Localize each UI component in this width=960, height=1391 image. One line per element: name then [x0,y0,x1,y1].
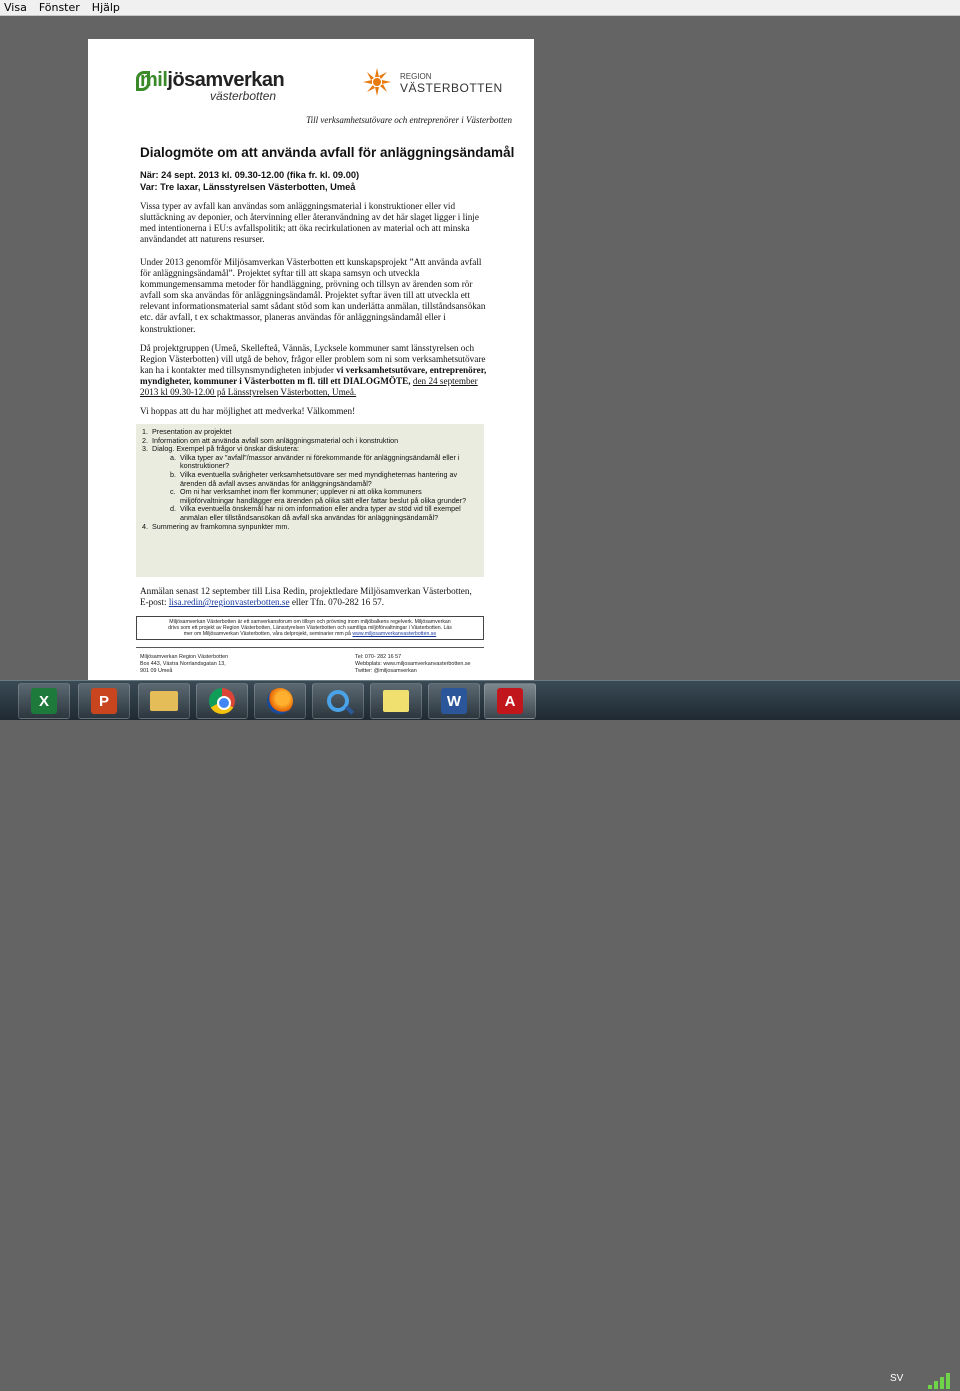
document-page: miljösamverkan västerbotten REGION VÄSTERBOTTEN Till verksamhetsutövare och entreprenörer i Västerbotten Dialogmöte om att använda avfall för anläggningsändamål När: 24 sept. 2013 kl. 09.30-12.00 (fika fr. kl. 09.00) Var: Tre laxar, Länsstyrelsen Västerbotten, Umeå Vissa typer av avfall kan användas som anläggningsmaterial i konstruktioner eller vid sluttäckning av deponier, och återvinning eller återanvändning av det här slaget ligger i linje med intentionerna i EU:s avfallspolitik; att öka recirkulationen av material och att minska användandet att naturens resurser. Under 2013 genomför Miljösamverkan Västerbotten ett kunskapsprojekt ”Att använda avfall för anläggningsändamål”. Projektet syftar till att skapa samsyn och utveckla kommungemensamma metoder för handläggning, prövning och tillsyn av ärenden som rör avfall som ska användas för anläggningsändamål. Projektet syftar även till att utveckla ett relevant informationsmaterial samt sådant stöd som kan underlätta anmälan, tillståndsansökan etc. där avfall, t ex schaktmassor, planeras användas för anläggningsändamål eller i konstruktioner. Då projektgruppen (Umeå, Skellefteå, Vännäs, Lycksele kommuner samt länsstyrelsen och Region Västerbotten) vill utgå de behov, frågor eller problem som ni som verksamhetsutövare kan ha i kontakter med tillsynsmyndigheten inbjuder vi verksamhetsutövare, entreprenörer, myndigheter, kommuner i Västerbotten m fl. till ett DIALOGMÖTE, den 24 september 2013 kl 09.30-12.00 på Länsstyrelsen Västerbotten, Umeå. Vi hoppas att du har möjlighet att medverka! Välkommen! 1. Presentation av projektet 2. Information om att använda avfall som anläggningsmaterial och i konstruktion 3. Dialog. Exempel på frågor vi önskar diskutera: a. Vilka typer av ”avfall”/massor använder ni förekommande för anläggningsändamål eller i konstruktioner? b. Vilka eventuella svårigheter verksamhetsutövare ser med myndigheternas hantering av ärenden då avfall avses användas för anläggningsändamål? c. Om ni har verksamhet inom fler kommuner; upplever ni att olika kommuners miljöförvaltningar handlägger era ärenden på olika sätt eller fattar beslut på olika grunder? d. Vilka eventuella önskemål har ni om information eller andra typer av stöd vid till exempel anmälan eller tillståndsansökan då avfall ska användas för anläggningsändamål? 4. Summering av framkomna synpunkter mm. Anmälan senast 12 september till Lisa Redin, projektledare Miljösamverkan Västerbotten, E-post: lisa.redin@regionvasterbotten.se eller Tfn. 070-282 16 57. Miljösamverkan Västerbotten är ett samverkansforum om tillsyn och prövning inom miljöbalkens regelverk. Miljösamverkan drivs som ett projekt av Region Västerbotten, Länsstyrelsen Västerbotten och samtliga miljöförvaltningar i Västerbotten. Läs mer om Miljösamverkan Västerbotten, våra delprojekt, seminarier mm på www.miljosamverkanvasterbotten.se Miljösamverkan Region Västerbotten Box 443, Västra Norrlandsgatan 13, 901 09 Umeå Tel: 070- 282 16 57 Webbplats: www.miljosamverkanvasterbotten.se Twitter: @miljosamverkan [88,39,534,692]
network-signal-icon[interactable] [926,1369,956,1391]
menu-bar [0,0,960,16]
taskbar-word-button[interactable] [428,683,480,719]
document-title: Dialogmöte om att använda avfall för anläggningsändamål [140,145,515,160]
taskbar-chrome-button[interactable] [196,683,248,719]
search-icon [327,690,349,712]
taskbar-acrobat-button[interactable] [484,683,536,719]
leaf-icon [136,71,150,91]
agenda-item: 4. Summering av framkomna synpunkter mm. [142,521,290,531]
agenda-item: 2. Information om att använda avfall som anläggningsmaterial och i konstruktion [142,435,399,445]
agenda-box [136,424,484,577]
word-icon: W [441,688,467,714]
taskbar-notes-button[interactable] [370,683,422,719]
info-box: Miljösamverkan Västerbotten är ett samverkansforum om tillsyn och prövning inom miljöbalkens regelverk. Miljösamverkan drivs som ett projekt av Region Västerbotten, Länsstyrelsen Västerbotten och samtliga miljöförvaltningar i Västerbotten. Läs mer om Miljösamverkan Västerbotten, våra delprojekt, seminarier mm på www.miljosamverkanvasterbotten.se [136,616,484,640]
taskbar-explorer-button[interactable] [138,683,190,719]
agenda-subitem: b. Vilka eventuella svårigheter verksamhetsutövare ser med myndigheternas hantering av ärenden då avfall avses användas för anläggningsändamål? [170,469,458,488]
taskbar-powerpoint-button[interactable] [78,683,130,719]
firefox-icon [267,688,293,714]
footer-address: Miljösamverkan Region Västerbotten Box 443, Västra Norrlandsgatan 13, 901 09 Umeå [140,654,229,674]
footer-contact: Tel: 070- 282 16 57 Webbplats: www.miljosamverkanvasterbotten.se Twitter: @miljosamverkan [355,654,471,674]
sun-icon [362,67,392,97]
paragraph-project: Under 2013 genomför Miljösamverkan Västerbotten ett kunskapsprojekt ”Att använda avfall för anläggningsändamål”. Projektet syftar till att skapa samsyn och utveckla kommungemensamma metoder för handläggning, prövning och tillsyn av ärenden som rör avfall som ska användas för anläggningsändamål. Projektet syftar även till att utveckla ett relevant informationsmaterial samt sådant stöd som kan underlätta anmälan, tillståndsansökan etc. där avfall, t ex schaktmassor, planeras användas för anläggningsändamål eller i konstruktioner. [140,257,486,334]
recipient-line: Till verksamhetsutövare och entreprenörer i Västerbotten [306,115,512,125]
menu-visa[interactable]: Visa [4,1,27,14]
taskbar-search-button[interactable] [312,683,364,719]
signup-info: Anmälan senast 12 september till Lisa Redin, projektledare Miljösamverkan Västerbotten, E-post: lisa.redin@regionvasterbotten.se eller Tfn. 070-282 16 57. [140,586,472,607]
agenda-item: 1. Presentation av projektet [142,427,232,436]
folder-icon [150,691,178,711]
signup-email-link[interactable]: lisa.redin@regionvasterbotten.se [168,597,290,607]
website-link[interactable]: www.miljosamverkanvasterbotten.se [352,631,437,638]
document-viewer[interactable] [0,17,960,680]
meeting-where: Var: Tre laxar, Länsstyrelsen Västerbotten, Umeå [140,182,356,192]
agenda-subitem: d. Vilka eventuella önskemål har ni om information eller andra typer av stöd vid till exempel anmälan eller tillståndsansökan då avfall ska användas för anläggningsändamål? [170,504,461,522]
acrobat-icon: A [497,688,523,714]
meeting-when: När: 24 sept. 2013 kl. 09.30-12.00 (fika fr. kl. 09.00) [140,170,360,180]
taskbar-firefox-button[interactable] [254,683,306,719]
taskbar [0,680,960,1384]
chrome-icon [209,688,235,714]
paragraph-intro: Vissa typer av avfall kan användas som anläggningsmaterial i konstruktioner eller vid sluttäckning av deponier, och återvinning eller återanvändning av det här slaget ligger i linje med intentionerna i EU:s avfallspolitik; att öka recirkulationen av material och att minska användandet att naturens resurser. [140,201,479,245]
agenda-subitem: a. Vilka typer av ”avfall”/massor använder ni förekommande för anläggningsändamål eller i konstruktioner? [170,452,460,471]
powerpoint-icon: P [91,688,117,714]
paragraph-invitation: Då projektgruppen (Umeå, Skellefteå, Vännäs, Lycksele kommuner samt länsstyrelsen och Region Västerbotten) vill utgå de behov, frågor eller problem som ni som verksamhetsutövare kan ha i kontakter med tillsynsmyndigheten inbjuder vi verksamhetsutövare, entreprenörer, myndigheter, kommuner i Västerbotten m fl. till ett DIALOGMÖTE, den 24 september 2013 kl 09.30-12.00 på Länsstyrelsen Västerbotten, Umeå. [140,343,487,398]
notes-icon [383,690,409,712]
language-indicator[interactable]: SV [890,1373,904,1384]
footer-divider [136,647,484,648]
menu-fonster[interactable]: Fönster [38,1,80,14]
taskbar-excel-button[interactable] [18,683,70,719]
excel-icon: X [31,688,57,714]
agenda-item: 3. Dialog. Exempel på frågor vi önskar diskutera: [142,444,300,454]
menu-hjalp[interactable]: Hjälp [91,1,120,14]
paragraph-welcome: Vi hoppas att du har möjlighet att medverka! Välkommen! [140,406,356,416]
agenda-subitem: c. Om ni har verksamhet inom fler kommuner; upplever ni att olika kommuners miljöförvaltningar handlägger era ärenden på olika sätt eller fattar beslut på olika grunder? [170,487,467,505]
miljosamverkan-logo: miljösamverkan västerbotten [140,69,284,92]
